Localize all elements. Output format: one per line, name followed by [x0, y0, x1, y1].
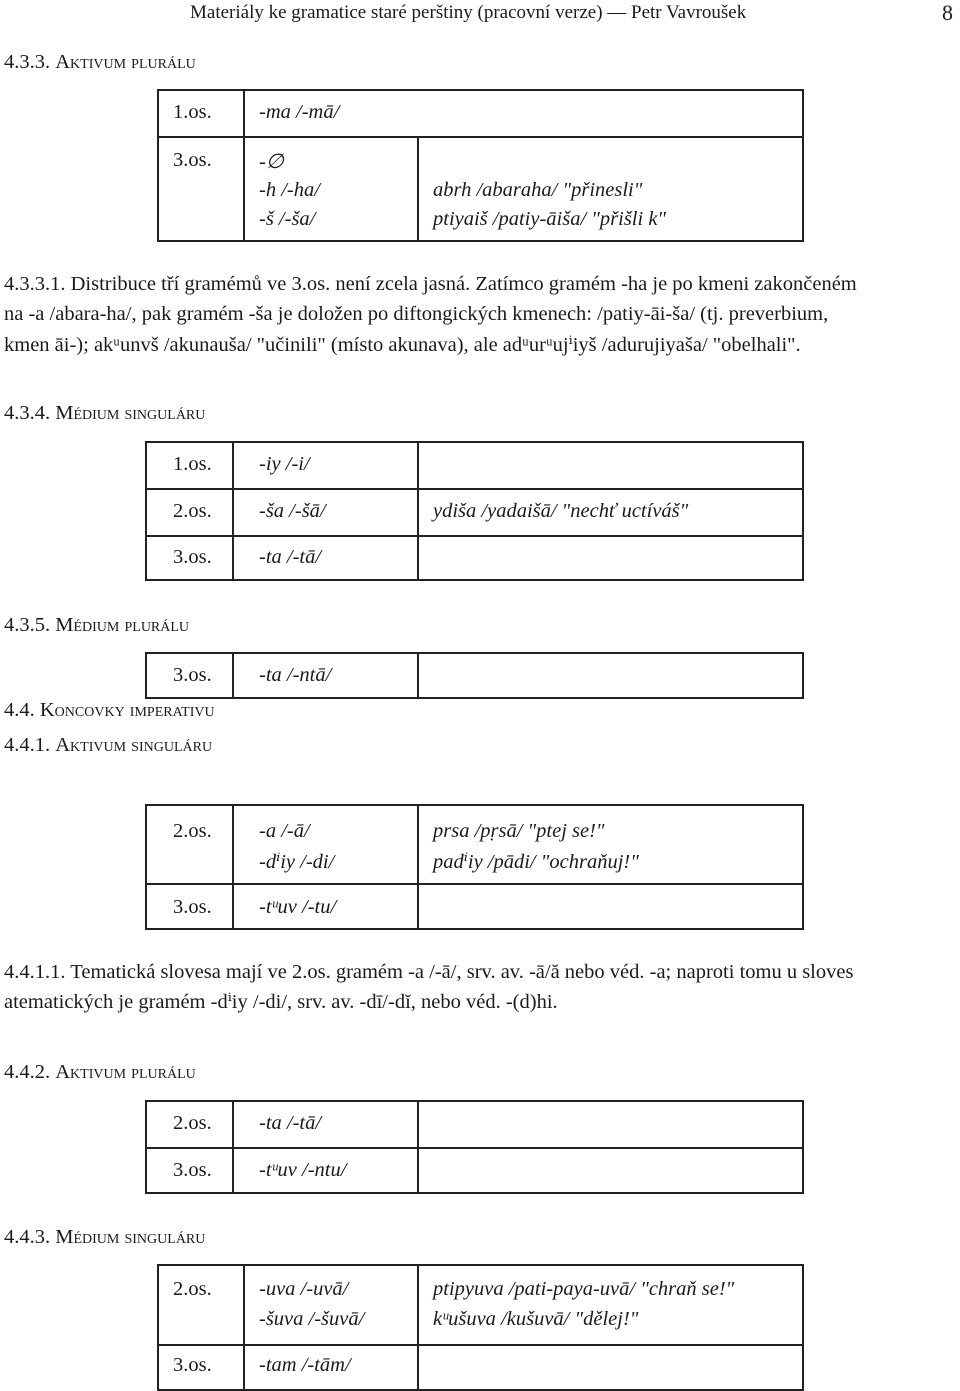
table-divider — [147, 535, 802, 537]
example-line: ptiyaiš /patiy-āiša/ "přišli k" — [433, 208, 667, 230]
form-cell: -ta /-tā/ — [259, 546, 322, 568]
form-cell: -tᵘuv /-tu/ — [259, 896, 337, 918]
section-number: 4.4.3. — [4, 1226, 51, 1248]
person-cell: 3.os. — [173, 896, 212, 918]
section-heading — [4, 696, 215, 725]
section-title: Médium singuláru — [55, 1226, 206, 1248]
paradigm-table — [157, 1264, 804, 1391]
paragraph-line: kmen āi-); akᵘunvš /akunauša/ "učinili" (místo akunava), ale adᵘurᵘujⁱiyš /adurujiyaša/ "obelhali". — [4, 334, 801, 356]
section-number: 4.3.5. — [4, 614, 51, 636]
section-number: 4.4.1. — [4, 734, 51, 756]
paragraph-line: 4.4.1.1. Tematická slovesa mají ve 2.os. gramém -a /-ā/, srv. av. -ā/ă nebo véd. -a; naproti tomu u sloves — [4, 961, 854, 983]
form-cell: -ta /-ntā/ — [259, 664, 332, 686]
section-number: 4.4. — [4, 699, 35, 721]
example-line: abrh /abaraha/ "přinesli" — [433, 179, 643, 201]
section-title: Médium plurálu — [55, 614, 190, 636]
table-divider — [417, 806, 419, 928]
paradigm-table — [145, 804, 804, 930]
section-number: 4.3.3. — [4, 51, 51, 73]
form-cell: -iy /-i/ — [259, 453, 310, 475]
person-cell: 1.os. — [173, 101, 212, 123]
section-heading — [4, 48, 196, 77]
section-title: Aktivum plurálu — [55, 1061, 196, 1083]
person-cell: 2.os. — [173, 820, 212, 842]
example-line: padⁱiy /pādi/ "ochraňuj!" — [433, 851, 639, 873]
table-divider — [147, 883, 802, 885]
person-cell: 3.os. — [173, 546, 212, 568]
table-divider — [417, 136, 419, 240]
section-number: 4.4.2. — [4, 1061, 51, 1083]
table-divider — [232, 443, 234, 579]
form-line: -a /-ā/ — [259, 820, 310, 842]
table-divider — [243, 1266, 245, 1389]
paragraph-line: 4.3.3.1. Distribuce tří gramémů ve 3.os. není zcela jasná. Zatímco gramém -ha je po kmeni zakončeném — [4, 273, 857, 295]
section-heading — [4, 1058, 196, 1087]
person-cell: 3.os. — [173, 1354, 212, 1376]
form-cell: -tam /-tām/ — [259, 1354, 351, 1376]
table-divider — [232, 1102, 234, 1192]
table-divider — [417, 1102, 419, 1192]
section-heading — [4, 399, 205, 428]
form-line: -∅ — [259, 151, 284, 173]
table-divider — [417, 654, 419, 697]
example-line: kᵘušuva /kušuvā/ "dělej!" — [433, 1308, 639, 1330]
section-heading — [4, 731, 212, 760]
form-cell: -ta /-tā/ — [259, 1112, 322, 1134]
table-divider — [147, 488, 802, 490]
section-title: Koncovky imperativu — [39, 699, 215, 721]
form-cell: -ma /-mā/ — [259, 101, 340, 123]
section-title: Aktivum singuláru — [55, 734, 213, 756]
example-line: ptipyuva /pati-paya-uvā/ "chraň se!" — [433, 1278, 735, 1300]
table-divider — [417, 443, 419, 579]
person-cell: 3.os. — [173, 664, 212, 686]
paradigm-table — [157, 89, 804, 242]
form-line: -dⁱiy /-di/ — [259, 851, 335, 873]
table-divider — [243, 91, 245, 240]
form-cell: -ša /-šā/ — [259, 500, 326, 522]
person-cell: 3.os. — [173, 1159, 212, 1181]
form-cell: -tᵘuv /-ntu/ — [259, 1159, 347, 1181]
form-line: -š /-ša/ — [259, 208, 316, 230]
form-line: -uva /-uvā/ — [259, 1278, 349, 1300]
person-cell: 1.os. — [173, 453, 212, 475]
example-cell: ydiša /yadaišā/ "nechť uctíváš" — [433, 500, 689, 522]
table-divider — [147, 1147, 802, 1149]
paragraph-line: na -a /abara-ha/, pak gramém -ša je doložen po diftongických kmenech: /patiy-āi-ša/ (tj. preverbium, — [4, 303, 829, 325]
paradigm-table — [145, 1100, 804, 1194]
person-cell: 2.os. — [173, 1278, 212, 1300]
table-divider — [159, 136, 802, 138]
table-divider — [417, 1266, 419, 1389]
paradigm-table — [145, 652, 804, 699]
page-number: 8 — [942, 0, 953, 25]
table-divider — [232, 654, 234, 697]
person-cell: 3.os. — [173, 149, 212, 171]
form-line: -šuva /-šuvā/ — [259, 1308, 365, 1330]
section-heading — [4, 611, 189, 640]
person-cell: 2.os. — [173, 500, 212, 522]
section-number: 4.3.4. — [4, 402, 51, 424]
paragraph-line: atematických je gramém -dⁱiy /-di/, srv. av. -dī/-dĭ, nebo véd. -(d)hi. — [4, 991, 558, 1013]
person-cell: 2.os. — [173, 1112, 212, 1134]
table-divider — [159, 1344, 802, 1346]
paradigm-table — [145, 441, 804, 581]
example-line: prsa /pṛsā/ "ptej se!" — [433, 820, 605, 842]
form-line: -h /-ha/ — [259, 179, 320, 201]
running-header: Materiály ke gramatice staré perštiny (pracovní verze) — Petr Vavroušek — [190, 2, 747, 23]
section-title: Médium singuláru — [55, 402, 206, 424]
table-divider — [232, 806, 234, 928]
section-title: Aktivum plurálu — [55, 51, 196, 73]
section-heading — [4, 1223, 205, 1252]
